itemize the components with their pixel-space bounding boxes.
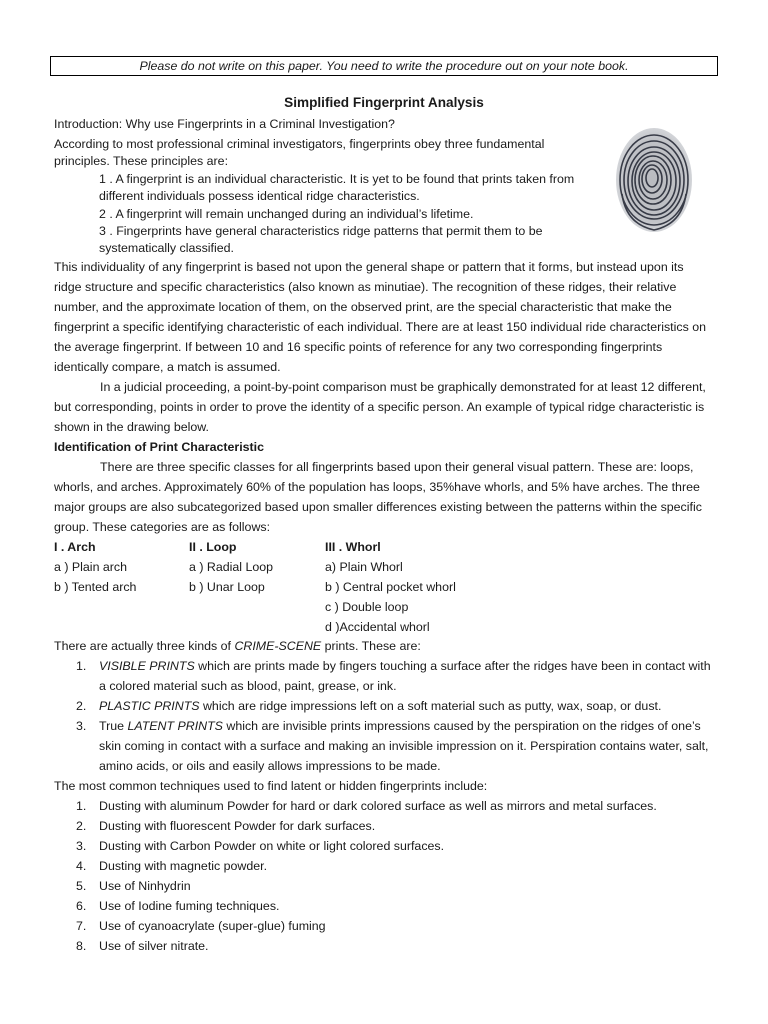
item-text: Use of Ninhydrin: [99, 879, 191, 893]
crime-scene-intro: [54, 638, 421, 655]
list-item: [54, 916, 718, 936]
crime-scene-list: [54, 656, 718, 776]
intro-line-1: According to most professional criminal investigators, fingerprints obey three fundamental: [54, 137, 545, 151]
principle-1-line-1: 1 . A fingerprint is an individual characteristic. It is yet to be found that prints taken from: [99, 172, 575, 186]
principle-2: 2 . A fingerprint will remain unchanged during an individual’s lifetime.: [99, 207, 474, 221]
item-text: Use of cyanoacrylate (super-glue) fuming: [99, 919, 326, 933]
item-text: which are ridge impressions left on a soft material such as putty, wax, soap, or dust.: [199, 699, 662, 713]
item-text: Use of Iodine fuming techniques.: [99, 899, 280, 913]
paragraph-individuality: This individuality of any fingerprint is based not upon the general shape or pattern that it forms, but instead upon its ridge structure and specific characteristics (also known as minutiae). The recognition of these ridges, their relative number, and the approximate location of them, on the observed print, are the special characteristic that make the fingerprint a specific identifying characteristic of each individual. There are at least 150 individual ride characteristics on the average fingerprint. If between 10 and 16 specific points of reference for any two corresponding fingerprints identically compare, a match is assumed.: [54, 260, 706, 374]
list-number: 2.: [76, 699, 87, 713]
item-text: Dusting with aluminum Powder for hard or dark colored surface as well as mirrors and metal surfaces.: [99, 799, 657, 813]
item-term: PLASTIC PRINTS: [99, 699, 200, 713]
list-item: [54, 816, 718, 836]
list-item: [54, 656, 718, 696]
crime-scene-intro-before: There are actually three kinds of: [54, 639, 235, 653]
page-title: Simplified Fingerprint Analysis: [284, 95, 484, 110]
list-number: 1.: [76, 659, 87, 673]
category-item: a ) Radial Loop: [189, 560, 274, 574]
crime-scene-intro-after: prints. These are:: [321, 639, 421, 653]
fingerprint-image: [606, 124, 702, 236]
list-number: 8.: [76, 939, 87, 953]
list-number: 3.: [76, 839, 87, 853]
item-prefix: True: [99, 719, 128, 733]
intro-line-2: principles. These principles are:: [54, 154, 229, 168]
category-heading: I . Arch: [54, 540, 96, 554]
paragraph-classes: There are three specific classes for all fingerprints based upon their general visual pattern. These are: loops, whorls, and arches. Approximately 60% of the population has loops, 35%have whorls, and 5% have arches. The three major groups are also subcategorized based upon smaller differences existing between the patterns within the specific group. These categories are as follows:: [54, 460, 702, 534]
paragraph-judicial: In a judicial proceeding, a point-by-point comparison must be graphically demonstrated for at least 12 different, but corresponding, points in order to prove the identity of a specific person. An example of typical ridge characteristic is shown in the drawing below.: [54, 380, 706, 434]
principle-3-line-2: systematically classified.: [99, 241, 234, 255]
category-whorl: [325, 537, 456, 637]
category-heading: II . Loop: [189, 540, 237, 554]
item-text: which are prints made by fingers touching a surface after the ridges have been in contact with a colored material such as blood, paint, grease, or ink.: [99, 659, 711, 693]
section-heading: Identification of Print Characteristic: [54, 440, 264, 454]
notice-box: Please do not write on this paper. You need to write the procedure out on your note book.: [50, 56, 718, 76]
list-item: [54, 936, 718, 956]
techniques-list: [54, 796, 718, 956]
category-arch: [54, 537, 136, 597]
list-number: 6.: [76, 899, 87, 913]
principle-3-line-1: 3 . Fingerprints have general characteristics ridge patterns that permit them to be: [99, 224, 543, 238]
category-heading: III . Whorl: [325, 540, 381, 554]
category-item: c ) Double loop: [325, 600, 409, 614]
intro-question: Introduction: Why use Fingerprints in a Criminal Investigation?: [54, 117, 395, 131]
list-number: 3.: [76, 719, 87, 733]
category-item: b ) Central pocket whorl: [325, 580, 456, 594]
techniques-intro: The most common techniques used to find latent or hidden fingerprints include:: [54, 779, 488, 793]
list-item: [54, 796, 718, 816]
crime-scene-term: CRIME-SCENE: [234, 639, 322, 653]
list-number: 2.: [76, 819, 87, 833]
list-item: [54, 716, 718, 776]
category-item: a ) Plain arch: [54, 560, 128, 574]
item-term: LATENT PRINTS: [127, 719, 223, 733]
list-item: [54, 696, 718, 716]
category-item: b ) Unar Loop: [189, 580, 265, 594]
item-text: Dusting with Carbon Powder on white or light colored surfaces.: [99, 839, 445, 853]
category-item: b ) Tented arch: [54, 580, 137, 594]
list-item: [54, 856, 718, 876]
item-text: Dusting with magnetic powder.: [99, 859, 268, 873]
item-text: which are invisible prints impressions caused by the perspiration on the ridges of one’s skin coming in contact with a surface and making an invisible impression on it. Perspiration contains water, salt, amino acids, or oils and easily allows impressions to be made.: [99, 719, 709, 773]
list-item: [54, 876, 718, 896]
item-text: Dusting with fluorescent Powder for dark surfaces.: [99, 819, 376, 833]
list-number: 4.: [76, 859, 87, 873]
list-number: 5.: [76, 879, 87, 893]
principle-1-line-2: different individuals possess identical ridge characteristics.: [99, 189, 420, 203]
category-item: a) Plain Whorl: [325, 560, 403, 574]
list-number: 7.: [76, 919, 87, 933]
item-text: Use of silver nitrate.: [99, 939, 209, 953]
list-number: 1.: [76, 799, 87, 813]
category-item: d )Accidental whorl: [325, 620, 430, 634]
category-loop: [189, 537, 273, 597]
list-item: [54, 896, 718, 916]
item-term: VISIBLE PRINTS: [99, 659, 195, 673]
list-item: [54, 836, 718, 856]
